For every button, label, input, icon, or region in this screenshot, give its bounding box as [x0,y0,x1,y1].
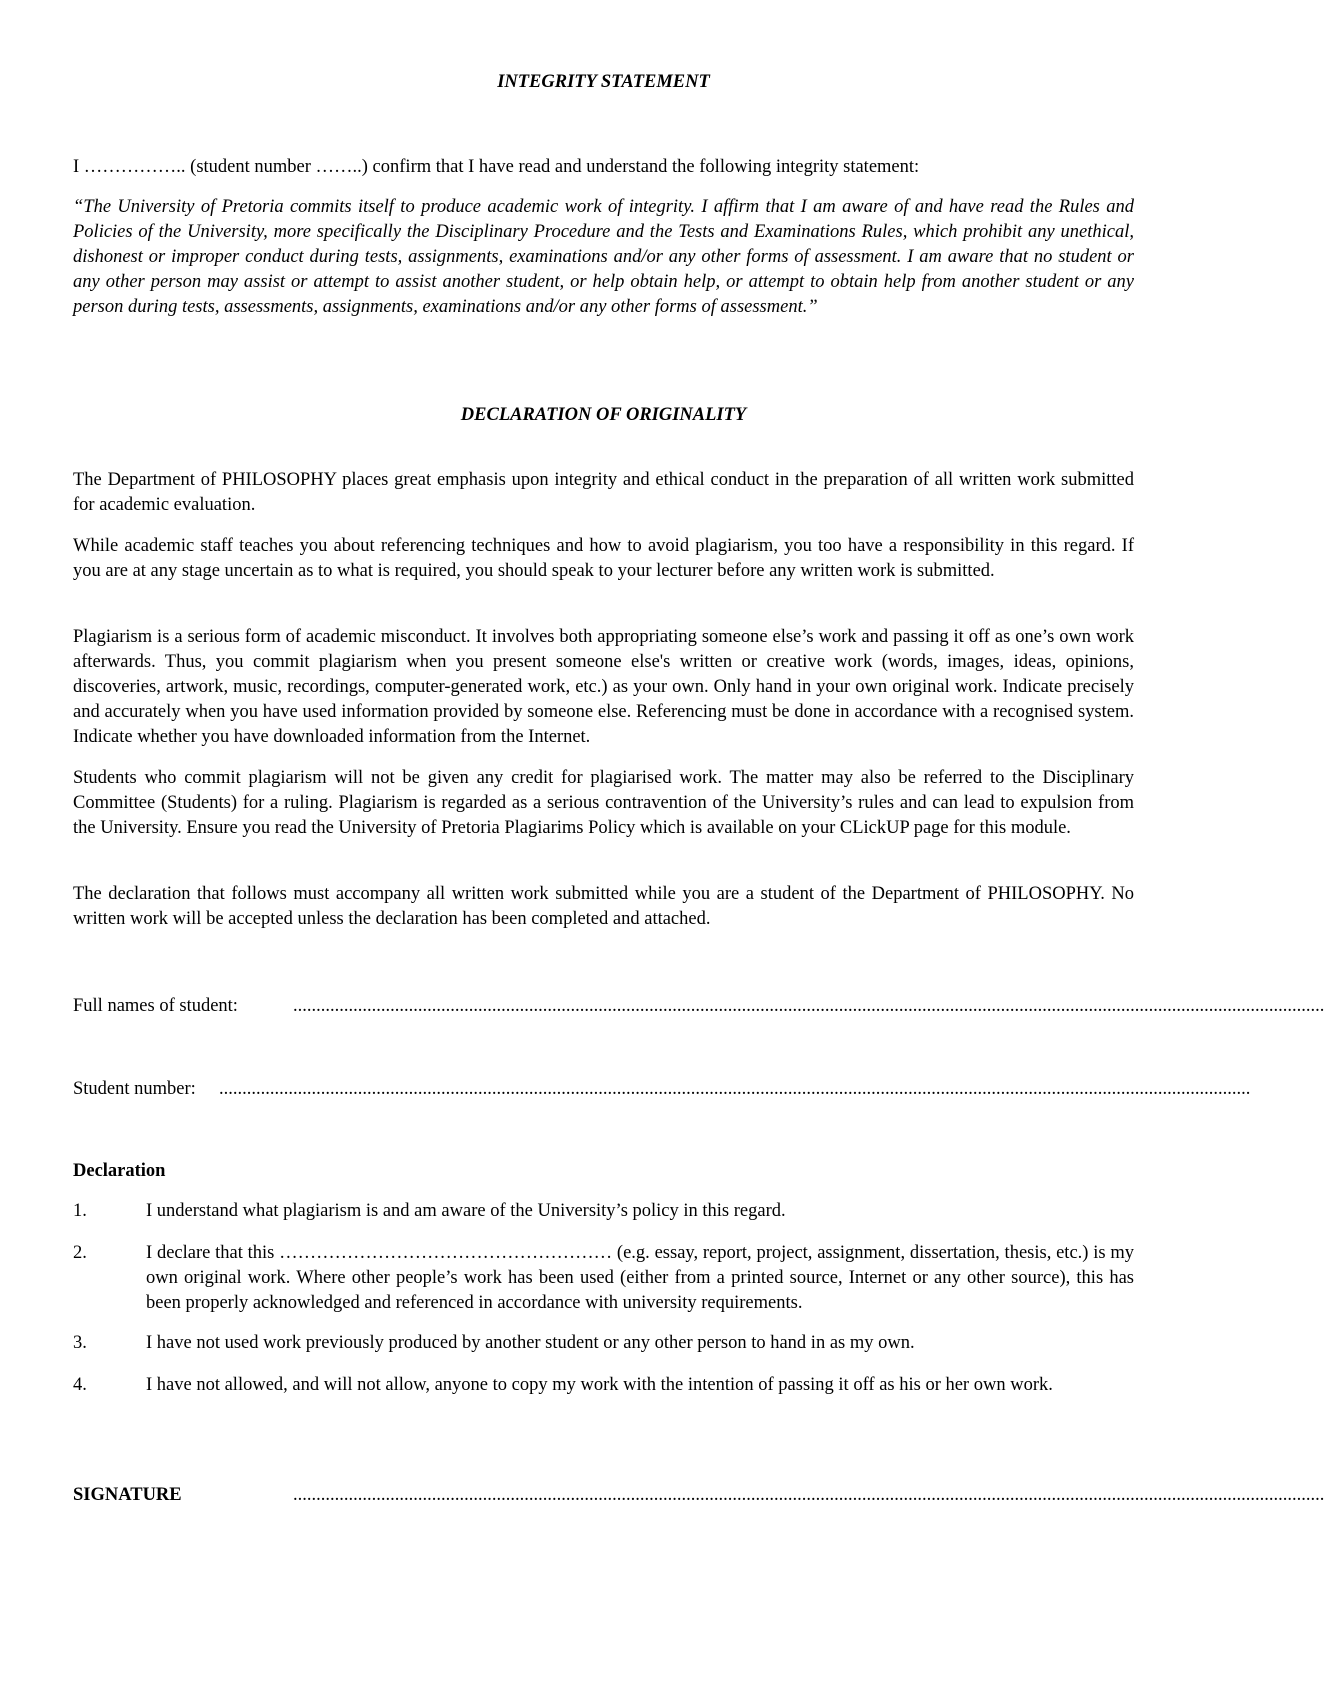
student-number-label: Student number: [73,1079,196,1099]
originality-paragraph-5: The declaration that follows must accompany all written work submitted while you are a student of the Department of PHILOSOPHY. No written work will be accepted unless the declaration has been completed and attached. [73,884,1134,929]
declaration-item-text: I have not used work previously produced by another student or any other person to hand in as my own. [146,1333,915,1353]
declaration-item [73,1241,1134,1316]
student-number-row [73,1077,1251,1102]
declaration-item-number: 2. [73,1243,87,1263]
integrity-quote: “The University of Pretoria commits itself to produce academic work of integrity. I affirm that I am aware of and have read the Rules and Policies of the University, more specifically the Disciplinary Procedure and the Tests and Examinations Rules, which prohibit any unethical, dishonest or improper conduct during tests, assignments, examinations and/or any other forms of assessment. I am aware that no student or any other person may assist or attempt to assist another student, or help obtain help, or attempt to obtain help from another student or any person during tests, assessments, assignments, examinations and/or any other forms of assessment.” [73,197,1134,317]
declaration-item-text: I have not allowed, and will not allow, anyone to copy my work with the intention of passing it off as his or her own work. [146,1375,1053,1395]
signature-field[interactable]: ............................................................................................................................................................................................................................... [293,1485,1324,1505]
originality-paragraph-2: While academic staff teaches you about referencing techniques and how to avoid plagiarism, you too have a responsibility in this regard. If you are at any stage uncertain as to what is required, you should speak to your lecturer before any written work is submitted. [73,536,1134,581]
declaration-item [73,1373,1134,1398]
declaration-item-number: 1. [73,1201,87,1221]
signature-row [73,1483,1324,1508]
originality-paragraph-4: Students who commit plagiarism will not be given any credit for plagiarised work. The matter may also be referred to the Disciplinary Committee (Students) for a ruling. Plagiarism is regarded as a serious contravention of the University’s rules and can lead to expulsion from the University. Ensure you read the University of Pretoria Plagiarims Policy which is available on your CLickUP page for this module. [73,768,1134,838]
declaration-item-number: 4. [73,1375,87,1395]
full-names-field[interactable]: ............................................................................................................................................................................................................................... [293,996,1324,1016]
originality-paragraph-3: Plagiarism is a serious form of academic misconduct. It involves both appropriating someone else’s work and passing it off as one’s own work afterwards. Thus, you commit plagiarism when you present someone else's written or creative work (words, images, ideas, opinions, discoveries, artwork, music, recordings, computer-generated work, etc.) as your own. Only hand in your own original work. Indicate precisely and accurately when you have used information provided by someone else. Referencing must be done in accordance with a recognised system. Indicate whether you have downloaded information from the Internet. [73,627,1134,747]
originality-paragraph-1: The Department of PHILOSOPHY places great emphasis upon integrity and ethical conduct in the preparation of all written work submitted for academic evaluation. [73,470,1134,515]
declaration-item [73,1331,1134,1356]
student-number-field[interactable]: ............................................................................................................................................................................................................................... [219,1079,1251,1099]
full-names-row [73,994,1324,1019]
declaration-item [73,1199,1134,1224]
declaration-originality-title: DECLARATION OF ORIGINALITY [460,405,747,425]
declaration-item-text: I understand what plagiarism is and am aware of the University’s policy in this regard. [146,1201,786,1221]
integrity-confirm-line: I …………….. (student number ……..) confirm that I have read and understand the following integrity statement: [73,157,920,177]
integrity-statement-title: INTEGRITY STATEMENT [497,72,710,92]
signature-label: SIGNATURE [73,1485,182,1505]
full-names-label: Full names of student: [73,996,238,1016]
declaration-heading: Declaration [73,1161,166,1181]
declaration-item-text: I declare that this ……………………………………………… (e.g. essay, report, project, assignment, dissertation, thesis, etc.) is my own original work. Where other people’s work has been used (either from a printed source, Internet or any other source), this has been properly acknowledged and referenced in accordance with university requirements. [146,1243,1134,1313]
document-page [73,0,1324,1698]
declaration-item-number: 3. [73,1333,87,1353]
